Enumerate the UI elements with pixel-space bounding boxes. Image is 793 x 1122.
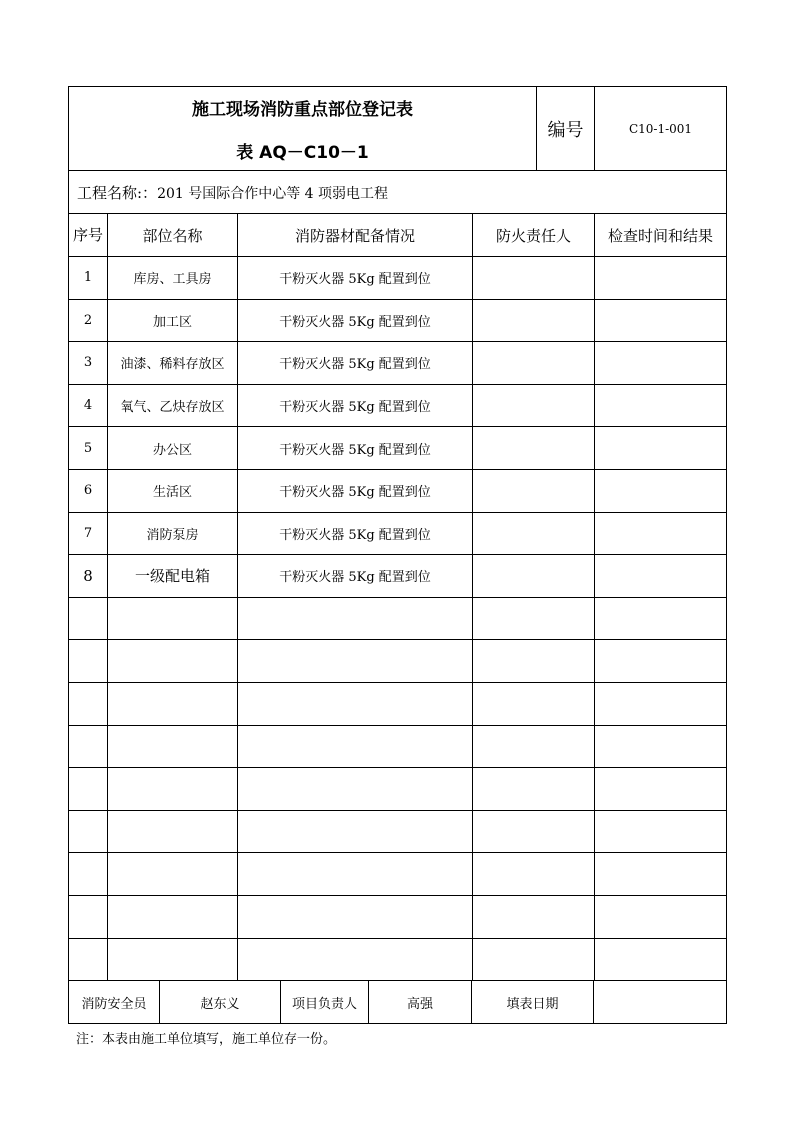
empty-cell[interactable]: [108, 640, 238, 683]
empty-cell[interactable]: [69, 938, 108, 981]
empty-cell[interactable]: [69, 853, 108, 896]
empty-cell[interactable]: [238, 768, 473, 811]
inspection-result[interactable]: [595, 555, 727, 598]
table-row: [69, 384, 727, 427]
column-header: 检查时间和结果: [595, 214, 727, 257]
column-header: 防火责任人: [473, 214, 595, 257]
empty-cell[interactable]: [473, 810, 595, 853]
equipment-status: 干粉灭火器 5Kg 配置到位: [238, 555, 473, 598]
inspection-result[interactable]: [595, 384, 727, 427]
fire-registration-form: [68, 86, 726, 1024]
responsible-person[interactable]: [473, 469, 595, 512]
table-row: [69, 469, 727, 512]
table-row: [69, 555, 727, 598]
empty-cell[interactable]: [108, 938, 238, 981]
inspection-result[interactable]: [595, 257, 727, 300]
empty-cell[interactable]: [108, 853, 238, 896]
equipment-status: 干粉灭火器 5Kg 配置到位: [238, 512, 473, 555]
location-name: 氧气、乙炔存放区: [108, 384, 238, 427]
safety-officer: 赵东义: [160, 981, 281, 1024]
location-name: 油漆、稀料存放区: [108, 342, 238, 385]
project-name: 201 号国际合作中心等 4 项弱电工程: [157, 185, 389, 202]
empty-row: [69, 853, 727, 896]
empty-cell[interactable]: [238, 597, 473, 640]
empty-cell[interactable]: [473, 640, 595, 683]
empty-row: [69, 597, 727, 640]
table-row: [69, 342, 727, 385]
empty-cell[interactable]: [69, 682, 108, 725]
code-value: C10-1-001: [595, 87, 727, 171]
empty-cell[interactable]: [473, 853, 595, 896]
empty-cell[interactable]: [238, 895, 473, 938]
empty-cell[interactable]: [238, 725, 473, 768]
location-name: 一级配电箱: [108, 555, 238, 598]
empty-cell[interactable]: [238, 640, 473, 683]
table-row: [69, 427, 727, 470]
empty-cell[interactable]: [595, 895, 727, 938]
row-number: 8: [69, 555, 108, 598]
empty-row: [69, 810, 727, 853]
empty-cell[interactable]: [473, 768, 595, 811]
empty-cell[interactable]: [108, 597, 238, 640]
row-number: 6: [69, 469, 108, 512]
table-row: [69, 257, 727, 300]
column-header: 消防器材配备情况: [238, 214, 473, 257]
date-field[interactable]: [594, 981, 727, 1024]
empty-cell[interactable]: [473, 682, 595, 725]
column-header: 序号: [69, 214, 108, 257]
empty-cell[interactable]: [69, 725, 108, 768]
equipment-status: 干粉灭火器 5Kg 配置到位: [238, 257, 473, 300]
equipment-status: 干粉灭火器 5Kg 配置到位: [238, 384, 473, 427]
empty-cell[interactable]: [595, 810, 727, 853]
empty-row: [69, 938, 727, 981]
row-number: 7: [69, 512, 108, 555]
empty-cell[interactable]: [69, 810, 108, 853]
responsible-person[interactable]: [473, 555, 595, 598]
date-label: 填表日期: [472, 981, 594, 1024]
project-row: [69, 171, 727, 214]
responsible-person[interactable]: [473, 384, 595, 427]
responsible-person[interactable]: [473, 299, 595, 342]
inspection-result[interactable]: [595, 299, 727, 342]
empty-cell[interactable]: [238, 938, 473, 981]
empty-cell[interactable]: [473, 895, 595, 938]
inspection-result[interactable]: [595, 469, 727, 512]
row-number: 3: [69, 342, 108, 385]
responsible-person[interactable]: [473, 427, 595, 470]
form-title: 施工现场消防重点部位登记表: [192, 99, 413, 120]
empty-cell[interactable]: [595, 768, 727, 811]
inspection-result[interactable]: [595, 427, 727, 470]
empty-cell[interactable]: [108, 682, 238, 725]
empty-cell[interactable]: [108, 895, 238, 938]
items-table: [68, 213, 727, 981]
title-cell: [69, 87, 537, 171]
empty-cell[interactable]: [69, 640, 108, 683]
empty-cell[interactable]: [595, 640, 727, 683]
safety-officer-label: 消防安全员: [69, 981, 160, 1024]
manager-label: 项目负责人: [281, 981, 369, 1024]
row-number: 5: [69, 427, 108, 470]
manager: 高强: [369, 981, 472, 1024]
footer-table: [68, 980, 727, 1024]
equipment-status: 干粉灭火器 5Kg 配置到位: [238, 299, 473, 342]
empty-cell[interactable]: [595, 853, 727, 896]
empty-cell[interactable]: [473, 938, 595, 981]
location-name: 办公区: [108, 427, 238, 470]
table-row: [69, 299, 727, 342]
empty-row: [69, 725, 727, 768]
equipment-status: 干粉灭火器 5Kg 配置到位: [238, 427, 473, 470]
empty-row: [69, 895, 727, 938]
header-table: [68, 86, 727, 214]
responsible-person[interactable]: [473, 342, 595, 385]
empty-cell[interactable]: [238, 853, 473, 896]
project-label: 工程名称:：: [77, 183, 158, 202]
location-name: 加工区: [108, 299, 238, 342]
column-header: 部位名称: [108, 214, 238, 257]
empty-cell[interactable]: [473, 725, 595, 768]
column-header-row: [69, 214, 727, 257]
inspection-result[interactable]: [595, 512, 727, 555]
form-number: 表 AQ－C10－1: [236, 142, 369, 163]
empty-row: [69, 640, 727, 683]
responsible-person[interactable]: [473, 512, 595, 555]
empty-cell[interactable]: [238, 810, 473, 853]
footnote: 注：本表由施工单位填写，施工单位存一份。: [76, 1032, 337, 1047]
empty-row: [69, 682, 727, 725]
row-number: 2: [69, 299, 108, 342]
row-number: 4: [69, 384, 108, 427]
equipment-status: 干粉灭火器 5Kg 配置到位: [238, 469, 473, 512]
table-row: [69, 512, 727, 555]
empty-cell[interactable]: [238, 682, 473, 725]
code-label: 编号: [537, 87, 595, 171]
empty-cell[interactable]: [69, 895, 108, 938]
location-name: 生活区: [108, 469, 238, 512]
empty-cell[interactable]: [108, 810, 238, 853]
empty-cell[interactable]: [473, 597, 595, 640]
empty-cell[interactable]: [595, 682, 727, 725]
empty-cell[interactable]: [69, 768, 108, 811]
responsible-person[interactable]: [473, 257, 595, 300]
location-name: 库房、工具房: [108, 257, 238, 300]
empty-cell[interactable]: [595, 725, 727, 768]
empty-cell[interactable]: [108, 768, 238, 811]
empty-row: [69, 768, 727, 811]
row-number: 1: [69, 257, 108, 300]
empty-cell[interactable]: [595, 938, 727, 981]
empty-cell[interactable]: [69, 597, 108, 640]
location-name: 消防泵房: [108, 512, 238, 555]
inspection-result[interactable]: [595, 342, 727, 385]
empty-cell[interactable]: [108, 725, 238, 768]
equipment-status: 干粉灭火器 5Kg 配置到位: [238, 342, 473, 385]
empty-cell[interactable]: [595, 597, 727, 640]
